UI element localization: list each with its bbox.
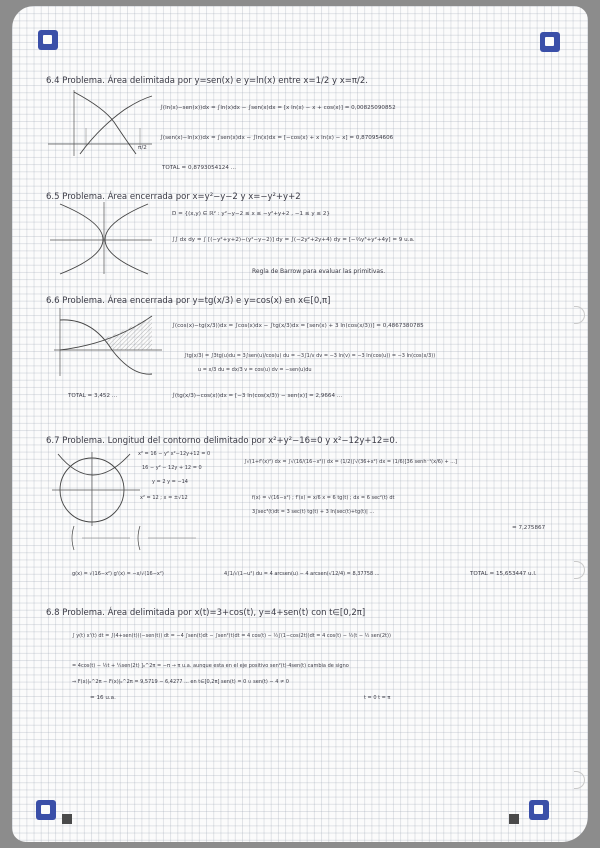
problem-6-6-change-var: u = x/3 du = dx/3 v = cos(u) dv = −sen(u)du [198, 367, 312, 373]
problem-6-5-graph [48, 202, 153, 274]
problem-6-7-secant: 3∫sec³(t)dt = 3 sec(t) tg(t) + 3 ln|sec(t)+tg(t)| ... [252, 509, 375, 515]
problem-6-5-note: Regla de Barrow para evaluar las primitivas. [252, 268, 386, 275]
problem-6-7-total: TOTAL = 15,653447 u.l. [470, 571, 537, 577]
problem-6-7-graph [52, 450, 142, 526]
problem-6-7-g-derivative: g(x) = √(16−x²) g'(x) = −x/√(16−x²) [72, 571, 164, 577]
problem-6-6-graph [52, 308, 164, 378]
notebook-page [12, 6, 588, 842]
page-corner-mark [38, 30, 58, 50]
binder-hole [574, 306, 585, 324]
problem-6-4-line-2: ∫(sen(x)−ln(x))dx = ∫sen(x)dx − ∫ln(x)dx = [−cos(x) + x ln(x) − x] = 0,870954606 [160, 135, 394, 141]
binder-hole [574, 561, 585, 579]
problem-6-8-title: 6.8 Problema. Área delimitada por x(t)=3+cos(t), y=4+sen(t) con t∈[0,2π] [46, 608, 366, 618]
problem-6-6-line-1: ∫(cos(x)−tg(x/3))dx = ∫cos(x)dx − ∫tg(x/3)dx = [sen(x) + 3 ln(cos(x/3))] = 0,4867380785 [172, 323, 424, 329]
problem-6-6-substitution: ∫tg(x/3) = ∫3tg(u)du = 3∫sen(u)/cos(u) du = −3∫1/v dv = −3 ln(v) = −3 ln(cos(u)) = −3 ln(cos(x/3)) [184, 353, 436, 359]
problem-6-7-derivative: f(x) = √(16−x²) ; f'(x) = x/6 x = 6 tg(t) ; dx = 6 sec²(t) dt [252, 495, 395, 501]
binder-hole [574, 771, 585, 789]
problem-6-8-line-2: = 4cos(t) − ½t + ¼sen(2t) ]₀^2π = −π → π u.a. aunque esta en el eje positivo sen²(t)·4sen(t) cambia de signo [72, 663, 349, 669]
page-corner-mark [36, 800, 56, 820]
problem-6-7-system: x² = 16 − y² x²−12y+12 = 0 [138, 451, 211, 457]
problem-6-5-domain: D = {(x,y) ∈ ℝ² : y²−y−2 ≤ x ≤ −y²+y+2 , −1 ≤ y ≤ 2} [172, 211, 330, 217]
problem-6-7-roots: y = 2 y = −14 [152, 479, 188, 485]
problem-6-7-title: 6.7 Problema. Longitud del contorno delimitado por x²+y²−16=0 y x²−12y+12=0. [46, 436, 398, 446]
problem-6-7-substitute: 16 − y² − 12y + 12 = 0 [142, 465, 202, 471]
problem-6-4-line-1: ∫(ln(x)−sen(x))dx = ∫ln(x)dx − ∫sen(x)dx = [x ln(x) − x + cos(x)] = 0,00825090852 [160, 105, 396, 111]
page-square-mark [62, 814, 72, 824]
problem-6-6-title: 6.6 Problema. Área encerrada por y=tg(x/3) e y=cos(x) en x∈[0,π] [46, 296, 331, 306]
problem-6-7-x-values: x² = 12 ; x = ±√12 [140, 495, 188, 501]
problem-6-7-integral-sketch [70, 524, 200, 554]
problem-6-8-result: = 16 u.a. [90, 695, 116, 701]
page-corner-mark [540, 32, 560, 52]
problem-6-8-line-3: ⇒ F(x)|₀^2π − F(x)|₀^2π = 9,5719 − 6,4277 ... en t∈[0,2π] sen(t) = 0 ∪ sen(t) − 4 ≠ 0 [72, 679, 289, 685]
page-corner-mark [529, 800, 549, 820]
problem-6-7-partial-result: = 7,275867 [512, 525, 546, 531]
problem-6-6-total: TOTAL = 3,452 ... [68, 393, 118, 399]
pi-half-label: π/2 [138, 145, 147, 151]
problem-6-6-line-2: ∫(tg(x/3)−cos(x))dx = [−3 ln(cos(x/3)) − sen(x)] = 2,9664 ... [172, 393, 343, 399]
problem-6-4-title: 6.4 Problema. Área delimitada por y=sen(x) e y=ln(x) entre x=1/2 y x=π/2. [46, 76, 368, 86]
problem-6-5-title: 6.5 Problema. Área encerrada por x=y²−y−2 y x=−y²+y+2 [46, 192, 301, 202]
problem-6-7-arcsin: 4∫1/√(1−u²) du = 4 arcsen(u) − 4 arcsen(√12/4) = 8,37758 ... [224, 571, 380, 577]
problem-6-5-integral: ∫∫ dx dy = ∫ [(−y²+y+2)−(y²−y−2)] dy = ∫(−2y²+2y+4) dy = [−⅔y³+y²+4y] = 9 u.a. [172, 237, 415, 243]
problem-6-7-arc-integral: ∫√(1+f'(x)²) dx = ∫√(16/(16−x²)) dx = (1/2)∫√(36+x²) dx = (1/6)[36 senh⁻¹(x/6) + ...] [244, 459, 457, 465]
problem-6-8-line-1: ∫ y(t) x'(t) dt = ∫(4+sen(t))(−sen(t)) dt = −4 ∫sen(t)dt − ∫sen²(t)dt = 4 cos(t) − ½∫(1−cos(2t))dt = 4 cos(t) − ½(t − ½ sen(2t)) [72, 633, 391, 639]
problem-6-4-total: TOTAL = 0,8793054124 ... [162, 165, 237, 171]
page-square-mark [509, 814, 519, 824]
problem-6-8-roots: t = 0 t = π [364, 695, 391, 701]
